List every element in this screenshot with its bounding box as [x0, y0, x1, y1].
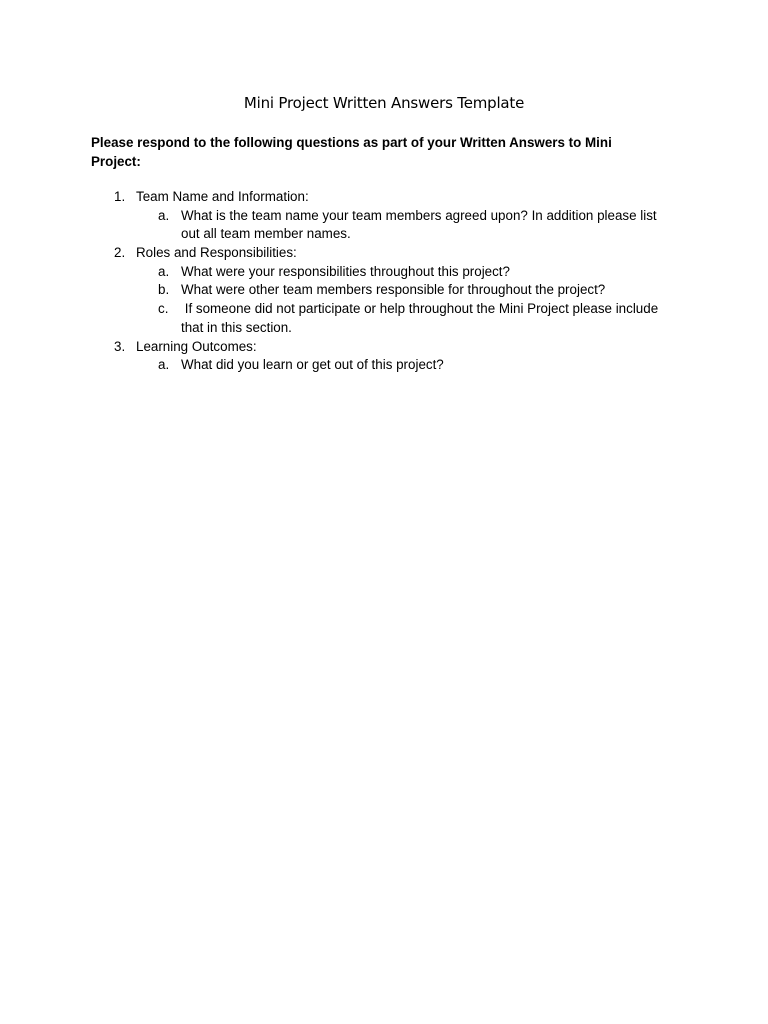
- item-number: 1.: [114, 189, 126, 204]
- item-label: Roles and Responsibilities:: [136, 245, 297, 261]
- sub-item-text: What were your responsibilities throughout this project?: [181, 263, 510, 279]
- sub-item-text: What were other team members responsible for throughout the project?: [181, 282, 606, 298]
- item-label: Team Name and Information:: [136, 189, 309, 204]
- item-label: Learning Outcomes:: [136, 338, 257, 354]
- sub-list-item: [0, 263, 768, 282]
- sub-list-item: [0, 207, 768, 226]
- sub-item-letter: b.: [158, 282, 170, 298]
- sub-item-letter: a.: [158, 357, 170, 373]
- list-item: [0, 188, 768, 207]
- sub-item-text: What is the team name your team members agreed upon? In addition please list: [181, 207, 657, 223]
- sub-item-text: What did you learn or get out of this project?: [181, 357, 444, 373]
- sub-item-text: out all team member names.: [181, 226, 351, 242]
- sub-item-text: If someone did not participate or help throughout the Mini Project please include: [181, 301, 659, 317]
- intro-paragraph: Please respond to the following questions as part of your Written Answers to Mini Project:: [91, 135, 612, 169]
- sub-list-item-continuation: [0, 319, 768, 338]
- sub-list-item: [0, 356, 768, 375]
- sub-list-item: [0, 300, 768, 319]
- question-list: [0, 188, 768, 375]
- sub-item-text: that in this section.: [181, 319, 292, 335]
- page-title: Mini Project Written Answers Template: [243, 94, 525, 112]
- sub-list-item-continuation: [0, 225, 768, 244]
- sub-item-letter: c.: [158, 301, 169, 317]
- sub-item-letter: a.: [158, 207, 170, 223]
- sub-list-item: [0, 281, 768, 300]
- list-item: [0, 338, 768, 357]
- list-item: [0, 244, 768, 263]
- item-number: 3.: [114, 338, 126, 354]
- sub-item-letter: a.: [158, 263, 170, 279]
- item-number: 2.: [114, 245, 126, 261]
